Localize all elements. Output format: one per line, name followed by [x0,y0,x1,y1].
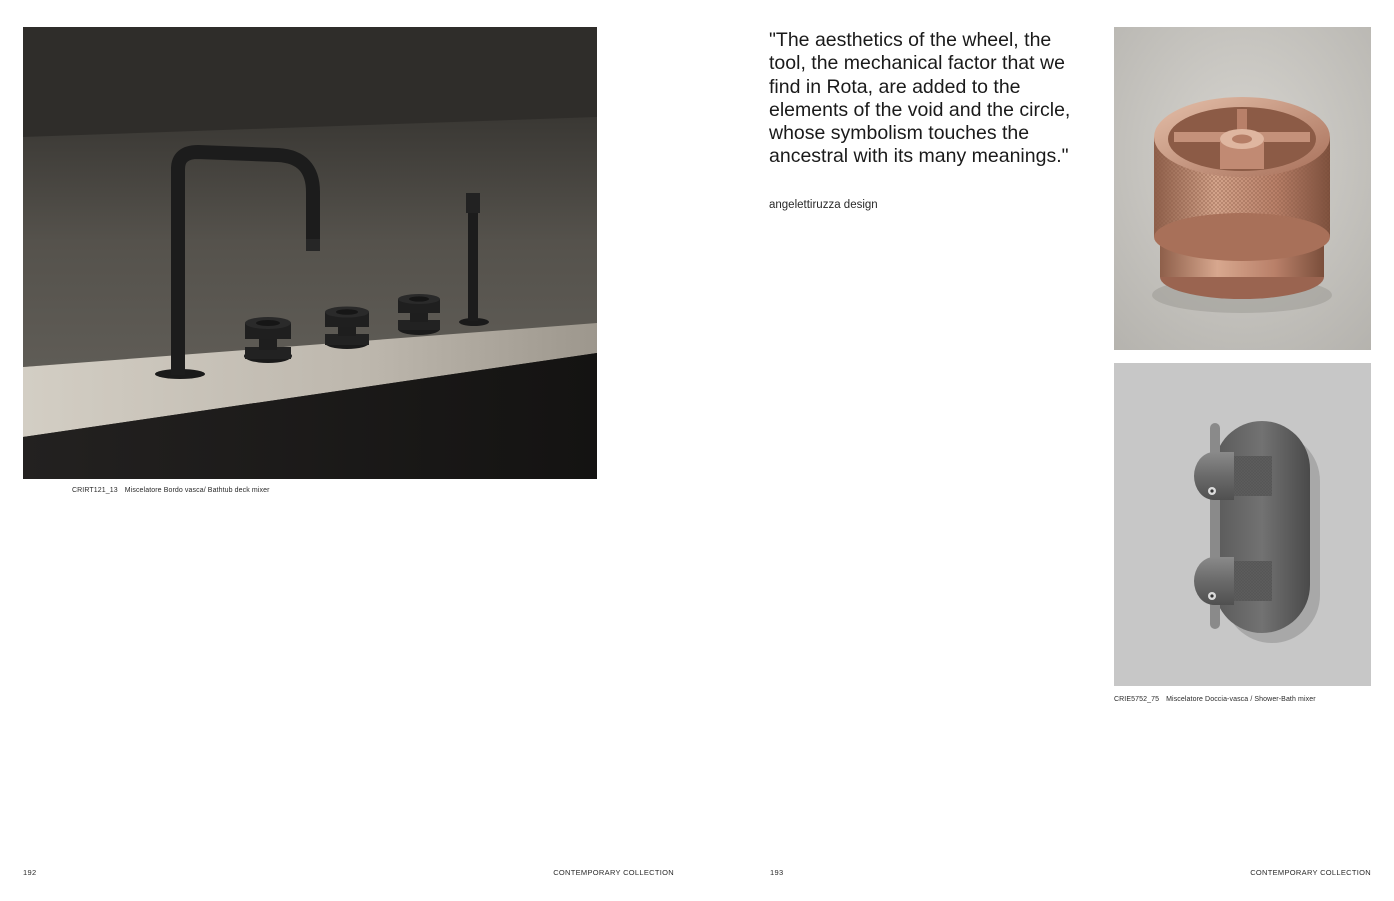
rota-wheel-icon [1152,97,1332,313]
temperature-knob-icon [1194,452,1272,500]
page-number: 193 [770,868,784,877]
collection-name: CONTEMPORARY COLLECTION [1250,868,1371,877]
page-number: 192 [23,868,37,877]
product-description: Miscelatore Bordo vasca/ Bathtub deck mixer [124,487,270,494]
shower-mixer-photo [1114,363,1371,686]
quote-attribution: angelettiruzza design [769,199,878,211]
product-code: CRIE5752_75 [1114,696,1160,703]
product-caption [72,487,270,494]
flow-knob-icon [1194,557,1272,605]
rota-handle-photo [1114,27,1371,350]
collection-name: CONTEMPORARY COLLECTION [553,868,674,877]
bathtub-mixer-photo [23,27,597,479]
product-code: CRIRT121_13 [72,487,118,494]
product-caption [1114,696,1316,703]
product-description: Miscelatore Doccia-vasca / Shower-Bath mixer [1166,696,1316,703]
designer-quote: "The aesthetics of the wheel, the tool, the mechanical factor that we find in Rota, are added to the elements of the void and the circle, whose symbolism touches the ancestral with its many meanings." [769,29,1071,168]
